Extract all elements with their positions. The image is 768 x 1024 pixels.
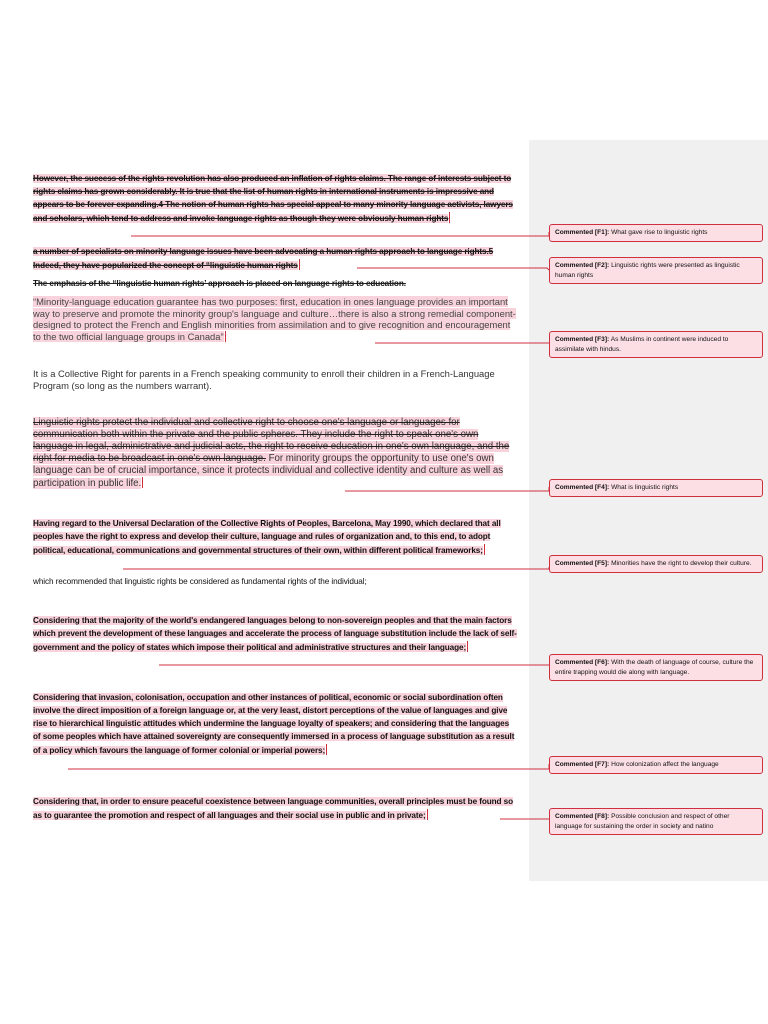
highlighted-text: a number of specialists on minority language issues have been advocating a human rights approach to language rights.5 Indeed, they have popularized the concept of “linguistic human rights (33, 247, 494, 270)
highlighted-text: For minority groups the opportunity to use one's own language can be of crucial importance, since it protects individual and collective identity and culture as well as participation in public life. (33, 452, 504, 489)
comment-anchor-f2[interactable] (299, 259, 300, 270)
comment-anchor-f6[interactable] (467, 641, 468, 652)
struck-highlighted-text: Linguistic rights protect the individual and collective right to choose one's language or languages for communication both within the private and the public spheres. They include the right to speak one's own language in legal, administrative and judicial acts, the right to receive education in one's own language, and the right for media to be broadcast in one's own language. (33, 417, 510, 464)
paragraph-universal-declaration[interactable] (33, 518, 517, 558)
comment-balloon-f2[interactable] (549, 257, 763, 284)
paragraph-text: It is a Collective Right for parents in a French speaking community to enroll their children in a French-Language Program (so long as the numbers warrant). (33, 368, 495, 391)
paragraph-emphasis (33, 278, 517, 291)
highlighted-text: Having regard to the Universal Declaration of the Collective Rights of Peoples, Barcelona, May 1990, which declared that all peoples have the right to express and develop their culture, language and rules of organization and, to this end, to adopt political, educational, communications and governmental structures of their own, within different political frameworks; (33, 519, 501, 555)
paragraph-collective-right (33, 368, 517, 392)
comment-balloon-f4[interactable] (549, 479, 763, 497)
paragraph-text: The emphasis of the “linguistic human rights’ approach is placed on language rights to education. (33, 279, 406, 288)
comment-anchor-f5[interactable] (484, 544, 485, 555)
comment-text: Minorities have the right to develop their culture. (611, 560, 752, 567)
comment-text: As Muslims in continent were induced to assimilate with hindus. (555, 336, 729, 353)
comment-text: Linguistic rights were presented as linguistic human rights (555, 262, 740, 279)
paragraph-rights-inflation[interactable] (33, 173, 517, 226)
highlighted-text: However, the success of the rights revolution has also produced an inflation of rights claims. The range of interests subject to rights claims has grown considerably. It is true that the list of human rights in international instruments is impressive and appears to be forever expanding.4 The notion of human rights has special appeal to many minority language activists, lawyers and scholars, which tend to address and invoke language rights as though they were obviously human rights (33, 174, 513, 223)
comment-label: Commented [F7]: (555, 761, 610, 768)
comment-label: Commented [F6]: (555, 659, 610, 666)
highlighted-text: Considering that invasion, colonisation, occupation and other instances of political, economic or social subordination often involve the direct imposition of a foreign language or, at the very least, distort perceptions of the value of languages and give rise to hierarchical linguistic attitudes which undermine the language loyalty of speakers; and considering that the languages of some peoples which have attained sovereignty are consequently immersed in a process of language substitution as a result of a policy which favours the language of former colonial or imperial powers; (33, 693, 515, 755)
comment-text: What gave rise to linguistic rights (611, 229, 708, 236)
highlighted-text: “Minority-language education guarantee has two purposes: first, education in ones language provides an important way to preserve and promote the minority group's language and culture…there is also a strong remedial component-designed to protect the French and English minorities from assimilation and to give recognition and encouragement to the two official language groups in Canada” (33, 296, 516, 342)
comment-anchor-f3[interactable] (225, 331, 226, 342)
comment-label: Commented [F8]: (555, 813, 610, 820)
comment-anchor-f4[interactable] (142, 477, 143, 488)
comment-anchor-f1[interactable] (449, 212, 450, 223)
comment-label: Commented [F3]: (555, 336, 610, 343)
paragraph-text: which recommended that linguistic rights be considered as fundamental rights of the individual; (33, 577, 367, 586)
paragraph-quote-canada[interactable] (33, 296, 517, 342)
paragraph-endangered-languages[interactable] (33, 615, 517, 655)
comment-text: How colonization affect the language (611, 761, 719, 768)
paragraph-peaceful-coexistence[interactable] (33, 796, 517, 823)
comment-balloon-f1[interactable] (549, 224, 763, 242)
paragraph-specialists[interactable] (33, 246, 517, 273)
comment-label: Commented [F5]: (555, 560, 610, 567)
comment-balloon-f8[interactable] (549, 808, 763, 835)
comment-balloon-f3[interactable] (549, 331, 763, 358)
highlighted-text: Considering that, in order to ensure peaceful coexistence between language communities, overall principles must be found so as to guarantee the promotion and respect of all languages and their social use in public and in private; (33, 797, 513, 820)
comment-anchor-f7[interactable] (326, 744, 327, 755)
comment-label: Commented [F4]: (555, 484, 610, 491)
comment-balloon-f6[interactable] (549, 654, 763, 681)
comment-text: What is linguistic rights (611, 484, 679, 491)
comment-text: Possible conclusion and respect of other language for sustaining the order in society and natino (555, 813, 730, 830)
comment-label: Commented [F1]: (555, 229, 610, 236)
comment-anchor-f8[interactable] (427, 809, 428, 820)
comment-label: Commented [F2]: (555, 262, 610, 269)
paragraph-colonisation[interactable] (33, 692, 517, 758)
comment-balloon-f7[interactable] (549, 756, 763, 774)
paragraph-recommended (33, 576, 517, 589)
comment-text: With the death of language of course, culture the entire trapping would die along with language. (555, 659, 754, 676)
paragraph-linguistic-rights-definition[interactable] (33, 417, 517, 489)
comment-balloon-f5[interactable] (549, 555, 763, 573)
highlighted-text: Considering that the majority of the world's endangered languages belong to non-sovereign peoples and that the main factors which prevent the development of these languages and accelerate the process of language substitution include the lack of self-government and the policy of states which impose their political and administrative structures and their language; (33, 616, 517, 652)
